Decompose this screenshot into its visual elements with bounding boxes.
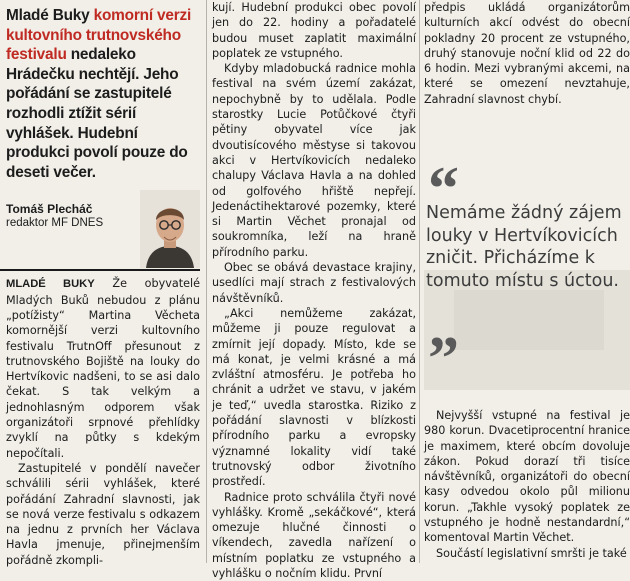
article-body-col2: [212, 0, 416, 581]
article-body-col3: [424, 0, 630, 107]
article-paragraph: Nejvyšší vstupné na festival je 980 korun. Dvacetiprocentní hranice je maximem, které obcím dovoluje zákon. Pokud dorazí tři tisíce návštěvníků, organizátoři do obecní kasy odvedou okolo půl milionu korun. „Takhle vysoký poplatek ze vstupného je hodně nestandardní,“ komentoval Martin Věchet.: [424, 408, 630, 546]
article-body-col1: [6, 276, 200, 568]
article-paragraph: Kdyby mladobucká radnice mohla festival na svém území zakázat, nepochybně by to udělala. Podle starostky Lucie Potůčkové čtyři pětiny obyvatel více jak dvoutisícového městyse si takovou akci v Hertvíkovicích nedaleko chalupy Václava Havla a na dohled od golfového hřiště nepřejí. Jedenáctihektarové pozemky, které si Martin Věchet pronajal od soukromníka, leží na hraně přírodního parku.: [212, 61, 416, 260]
author-name: Tomáš Plecháč: [6, 202, 92, 216]
column-divider-2: [419, 0, 420, 563]
quote-open-icon: “: [428, 164, 459, 214]
article-paragraph: Obec se obává devastace krajiny, usedlíci mají strach z festivalových návštěvníků.: [212, 260, 416, 306]
column-3: [424, 0, 630, 563]
column-1: [0, 0, 200, 568]
article-paragraph: „Akci nemůžeme zakázat, můžeme ji pouze regulovat a zmírnit její dopady. Místo, kde se má konat, je velmi krásné a má zvláštní atmosféru. Je potřeba ho chránit a udržet ve stavu, v jakém je teď,“ uvedla starostka. Riziko z pořádání slavnosti v blízkosti přírodního parku a evropsky významné lokality vidí také trutnovský odbor životního prostředí.: [212, 306, 416, 490]
dateline: MLADÉ BUKY: [6, 278, 95, 290]
article-paragraph: kují. Hudební produkci obec povolí jen do 22. hodiny a pořadatelé budou muset zaplatit maximální poplatek ze vstupného.: [212, 0, 416, 61]
article-paragraph: Radnice proto schválila čtyři nové vyhlášky. Kromě „sekáčkové“, která omezuje hlučné činnosti o víkendech, zavedla nařízení o místním poplatku ze vstupného a vyhlášku o nočním klidu. První: [212, 490, 416, 581]
author-portrait: [140, 190, 200, 268]
quote-text: Nemáme žádný zájem louky v Hertvíkovicích zničit. Přicházíme k tomuto místu s úctou.: [426, 202, 626, 292]
article-paragraph: [6, 276, 200, 461]
pull-quote: [424, 156, 630, 386]
column-2: [212, 0, 416, 581]
author-rule: [0, 269, 200, 271]
lead-paragraph: [6, 6, 200, 182]
paragraph-text: Že obyvatelé Mladých Buků nebudou z plánu „potížisty“ Martina Věcheta komornější verzi kultovního festivalu TrutnOff přesunout z trutnovského Bojiště na louky do Hertvíkovic nadšeni, to se asi dalo čekat. S tak velkým a jednohlasným odporem však organizátoři srpnové přehlídky zvyklí na půtky s kdekým nepočítali.: [6, 277, 200, 459]
lead-text-start: Mladé Buky: [6, 7, 94, 24]
author-role: redaktor MF DNES: [6, 217, 103, 229]
article-paragraph: Zastupitelé v pondělí navečer schválili sérii vyhlášek, které pořádání Zahradní slavnosti, jak se nová verze festivalu s odkazem na jednu z prvních her Václava Havla jmenuje, přinejmenším pořádně zkompli-: [6, 461, 200, 568]
lead-text-end: nedaleko Hrádečku nechtějí. Jeho pořádání se zastupitelé rozhodli ztížit sérií vyhlášek. Hudební produkci povolí pouze do deseti večer.: [6, 46, 188, 181]
column-divider-1: [206, 0, 207, 563]
quote-close-icon: ”: [428, 334, 459, 384]
article-paragraph: předpis ukládá organizátorům kulturních akcí odvést do obecní pokladny 20 procent ze vstupného, druhý stanovuje noční klid od 22 do 6 hodin. Mezi vybranými akcemi, na které se omezení nevztahuje, Zahradní slavnost chybí.: [424, 0, 630, 107]
author-box: [0, 190, 200, 268]
lead-highlight: komorní verzi kultovního trutnovského festivalu: [6, 7, 191, 63]
article-paragraph: Součástí legislativní smršti je také: [424, 546, 630, 561]
article-body-col3-lower: [424, 408, 630, 561]
